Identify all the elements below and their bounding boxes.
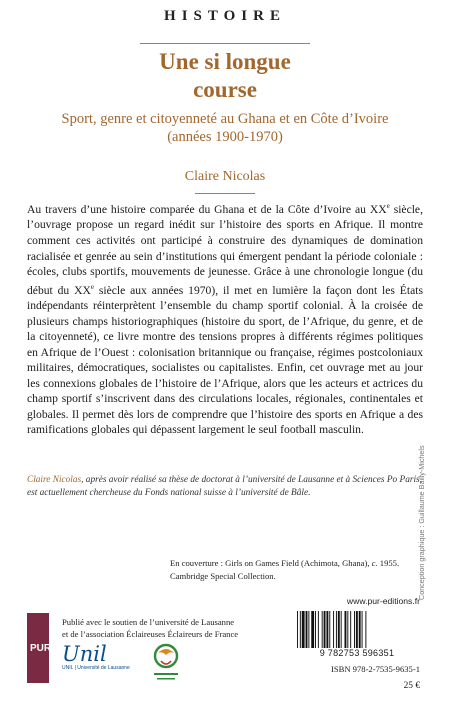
- cover-credit: [170, 557, 420, 583]
- book-title-line-2: course: [193, 77, 257, 102]
- unil-logo-text: UNIL | Université de Lausanne: [62, 665, 130, 671]
- pur-logo-text: PUR: [30, 643, 52, 654]
- century-2: XX: [74, 283, 91, 297]
- unil-logo: [62, 643, 154, 683]
- cover-credit-post: 1955.: [377, 558, 400, 568]
- publisher-url[interactable]: www.pur-editions.fr: [346, 596, 420, 606]
- century-1-sup: e: [386, 202, 390, 210]
- barcode-number: 9 782753 596351: [293, 648, 421, 658]
- summary-part-2: siècle, l’ouvrage propose un regard inédit sur l’histoire des sports en Afrique. Il montre comment ces activités ont participé à construire des dynamiques de domination racialisée et genrée au sein d’institutions qui émergent pendant la période coloniale : écoles, clubs sportifs, mouvements de jeunesse. Grâce à une chronologie longue (du début du: [27, 202, 423, 297]
- author-bio: [27, 474, 423, 500]
- support-note: [62, 616, 272, 640]
- series-label: HISTOIRE: [164, 8, 286, 24]
- design-credit: Conception graphique : Guillaume Bailly-Michels: [417, 445, 426, 600]
- subtitle-line-1: Sport, genre et citoyenneté au Ghana et en Côte d’Ivoire: [61, 111, 389, 127]
- bio-author-name: Claire Nicolas: [27, 475, 82, 485]
- cover-credit-line-1: [170, 557, 420, 570]
- cover-credit-circa: c.: [371, 558, 378, 568]
- summary-part-3: siècle aux années 1970), il met en lumière la façon dont les États indépendants réinterprètent l’ensemble du champ sportif colonial. À la croisée de plusieurs champs historiographiques (histoire du sport, de l’Afrique, du genre, et de la citoyenneté), ce livre montre des tensions propres à différents régimes politiques en Afrique de l’Ouest : colonisation britannique ou française, régimes postcoloniaux militaires, démocratiques, socialistes ou capitalistes. Enfin, cet ouvrage met au jour les connexions globales de l’histoire de l’Afrique, alors que les acteurs et actrices du champ sportif s’inscrivent dans des circulations locales, régionales, continentales et globales. Il permet dès lors de comprendre que l’histoire des sports en Afrique a des ramifications globales qui dépassent largement le seul football masculin.: [27, 283, 423, 437]
- century-1: XX: [369, 202, 387, 216]
- cover-credit-pre: En couverture : Girls on Games Field (Achimota, Ghana),: [170, 558, 372, 568]
- author-name: Claire Nicolas: [184, 169, 266, 184]
- price: 25 €: [403, 681, 420, 691]
- series-divider: [140, 43, 310, 44]
- isbn: ISBN 978-2-7535-9635-1: [330, 664, 420, 674]
- pur-logo: [27, 613, 52, 683]
- bio-text: , après avoir réalisé sa thèse de doctorat à l’université de Lausanne et à Sciences Po Paris, est actuellement chercheuse du Fonds national suisse à l’université de Bâle.: [27, 475, 422, 498]
- subtitle-line-2: (années 1900-1970): [167, 129, 283, 145]
- cover-credit-line-2: Cambridge Special Collection.: [170, 571, 276, 581]
- unil-logo-mark: Unil: [62, 642, 107, 666]
- author-divider: [195, 193, 255, 194]
- summary-text: [27, 199, 423, 438]
- eeif-logo-icon: [152, 641, 180, 685]
- summary-part-1: Au travers d’une histoire comparée du Ghana et de la Côte d’Ivoire au: [27, 202, 370, 216]
- support-line-2: et de l’association Éclaireuses Éclaireurs de France: [62, 629, 239, 639]
- century-2-sup: e: [90, 282, 94, 291]
- book-title-line-1: Une si longue: [159, 49, 291, 74]
- support-line-1: Publié avec le soutien de l’université de Lausanne: [62, 617, 235, 627]
